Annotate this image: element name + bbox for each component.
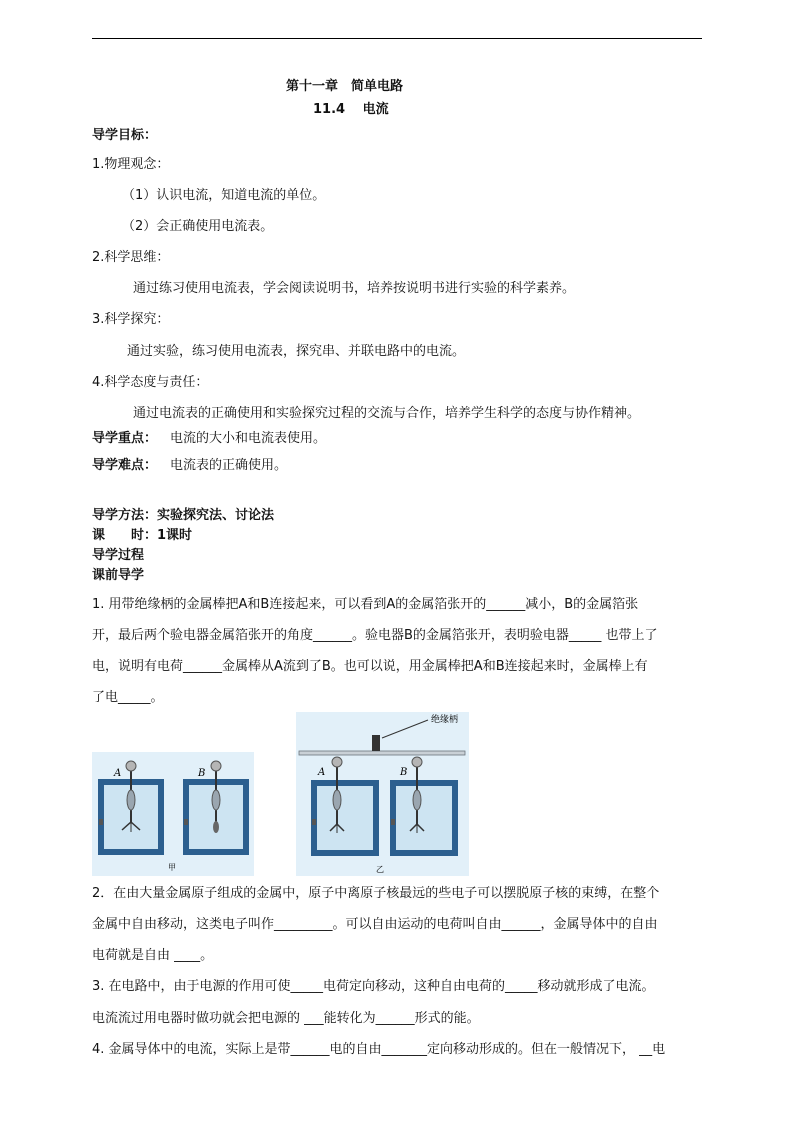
question-1-line: 开，最后两个验电器金属箔张开的角度______。验电器B的金属箔张开，表明验电器_____ 也带上了 xyxy=(92,628,658,643)
focus-label: 导学重点： xyxy=(92,431,158,446)
label-b: B xyxy=(400,767,408,778)
process-heading: 导学过程 xyxy=(92,548,145,563)
question-2-line: 2．在由大量金属原子组成的金属中，原子中离原子核最远的些电子可以摆脱原子核的束缚，在整个 xyxy=(92,886,660,901)
label-a: A xyxy=(114,768,122,779)
question-2-line: 金属中自由移动，这类电子叫作_________。可以自由运动的电荷叫自由______，金属导体中的自由 xyxy=(92,917,658,932)
question-3-line: 电流流过用电器时做功就会把电源的 ___能转化为______形式的能。 xyxy=(92,1011,480,1026)
figure-jia xyxy=(92,752,254,876)
insulator-label: 绝缘柄 xyxy=(431,715,459,725)
question-4-line: 4. 金属导体中的电流，实际上是带______电的自由_______定向移动形成的。但在一般情况下， __电 xyxy=(92,1042,666,1057)
question-1-line: 电，说明有电荷______金属棒从A流到了B。也可以说，用金属棒把A和B连接起来时，金属棒上有 xyxy=(92,659,648,674)
label-a: A xyxy=(318,767,326,778)
objective-item: （1）认识电流，知道电流的单位。 xyxy=(122,188,326,203)
section-title: 11.4 电流 xyxy=(313,102,389,117)
objective-item: （2）会正确使用电流表。 xyxy=(122,219,274,234)
difficulty-label: 导学难点： xyxy=(92,458,158,473)
objectives-heading: 导学目标： xyxy=(92,128,158,143)
chapter-title: 第十一章 简单电路 xyxy=(286,79,404,94)
header-rule xyxy=(92,38,702,39)
objective-item: 通过练习使用电流表，学会阅读说明书，培养按说明书进行实验的科学素养。 xyxy=(133,281,576,296)
caption-jia: 甲 xyxy=(168,863,176,872)
objective-item: 1.物理观念： xyxy=(92,157,170,172)
figure-yi xyxy=(296,712,469,876)
preview-heading: 课前导学 xyxy=(92,568,145,583)
objective-item: 通过电流表的正确使用和实验探究过程的交流与合作，培养学生科学的态度与协作精神。 xyxy=(133,406,641,421)
objective-item: 通过实验，练习使用电流表，探究串、并联电路中的电流。 xyxy=(127,344,466,359)
objective-item: 3.科学探究： xyxy=(92,312,170,327)
focus-text: 电流的大小和电流表使用。 xyxy=(170,431,327,446)
period-line: 课 时：1课时 xyxy=(92,528,193,543)
objective-item: 2.科学思维： xyxy=(92,250,170,265)
objective-item: 4.科学态度与责任： xyxy=(92,375,209,390)
question-2-line: 电荷就是自由 ____。 xyxy=(92,948,214,963)
caption-yi: 乙 xyxy=(376,865,384,874)
difficulty-text: 电流表的正确使用。 xyxy=(170,458,288,473)
question-1-line: 了电_____。 xyxy=(92,690,164,705)
label-b: B xyxy=(198,768,206,779)
method-line: 导学方法：实验探究法、讨论法 xyxy=(92,508,275,523)
question-3-line: 3. 在电路中，由于电源的作用可使_____电荷定向移动，这种自由电荷的_____移动就形成了电流。 xyxy=(92,979,655,994)
question-1-line: 1. 用带绝缘柄的金属棒把A和B连接起来，可以看到A的金属箔张开的______减小，B的金属箔张 xyxy=(92,597,639,612)
